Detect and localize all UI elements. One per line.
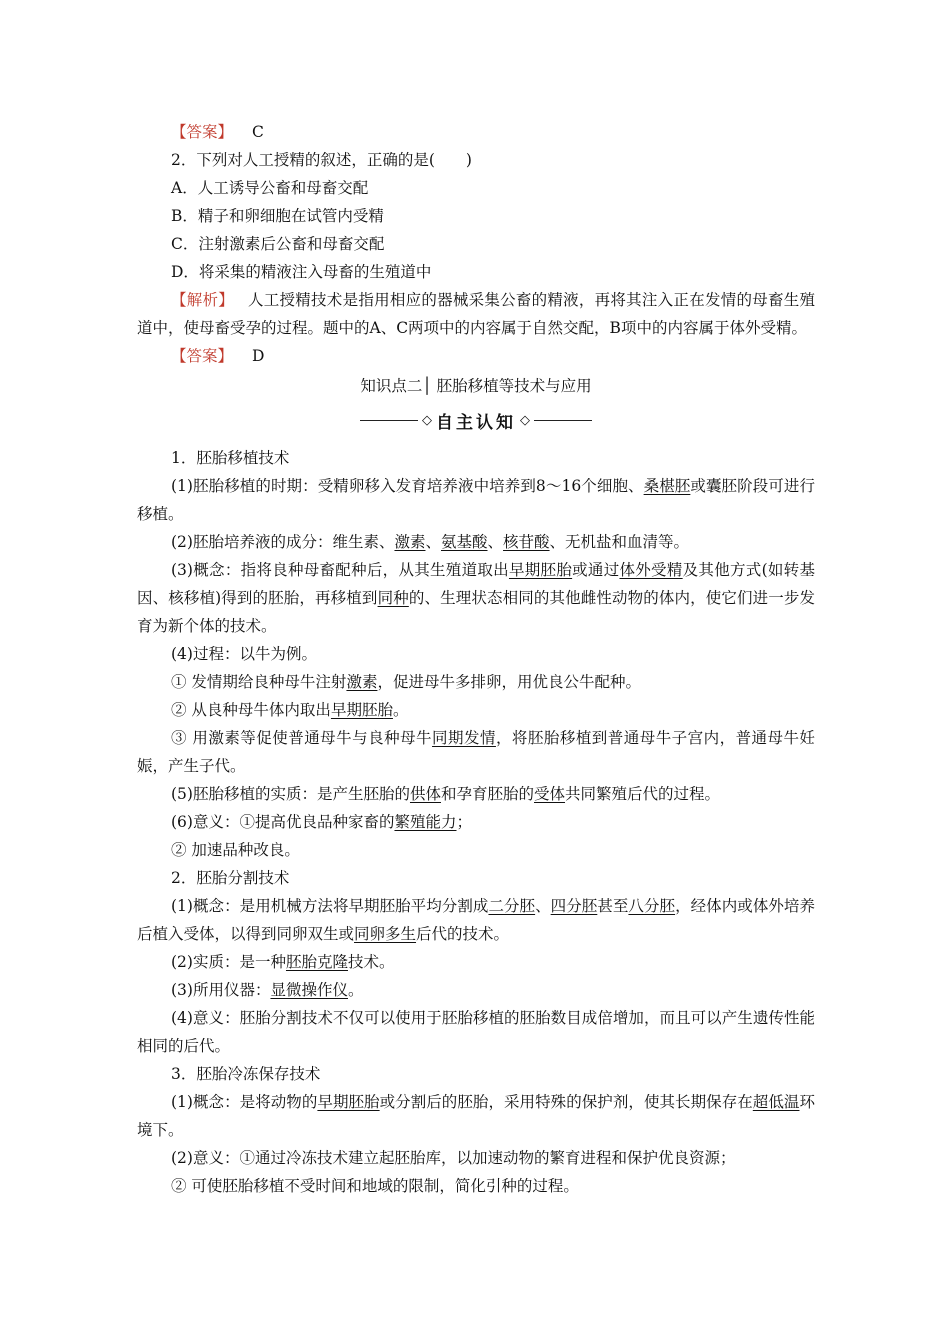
analysis-paragraph [137, 286, 815, 342]
s2-title: 2．胚胎分割技术 [171, 869, 290, 887]
s1-p1 [137, 472, 815, 528]
banner-rule-right [534, 420, 592, 421]
text: ，将胚胎移植到普通母牛子宫内，普通母牛妊娠，产生子代。 [137, 729, 815, 775]
blank-answer: 受体 [534, 785, 566, 803]
banner-title: 自主认知 [436, 412, 516, 433]
s1-p4a [137, 668, 815, 696]
s1-p4b [137, 696, 815, 724]
text: ，经体内或体外培养后植入受体，以得到同卵双生或 [137, 897, 815, 943]
s1-p2 [137, 528, 815, 556]
text: 或通过 [572, 561, 620, 579]
text: 和孕育胚胎的 [440, 785, 534, 803]
s2-p4: (4)意义：胚胎分割技术不仅可以使用于胚胎移植的胚胎数目成倍增加，而且可以产生遗传性能相同的后代。 [137, 1009, 815, 1055]
document-page [137, 118, 815, 1200]
blank-answer: 早期胚胎 [317, 1093, 380, 1111]
s3-p2b: ② 可使胚胎移植不受时间和地域的限制，简化引种的过程。 [171, 1177, 579, 1195]
text: (1)概念：是将动物的 [171, 1093, 318, 1111]
text: ① 发情期给良种母牛注射 [171, 673, 347, 691]
analysis-tag: 【解析】 [171, 291, 235, 309]
blank-answer: 氨基酸 [441, 533, 488, 551]
blank-answer: 桑椹胚 [643, 477, 691, 495]
diamond-icon: ◇ [520, 412, 530, 428]
text: 技术。 [347, 953, 395, 971]
text: ② 从良种母牛体内取出 [171, 701, 331, 719]
s3-p1 [137, 1088, 815, 1144]
text: (3)概念：指将良种母畜配种后，从其生殖道取出 [171, 561, 509, 579]
s2-p2 [137, 948, 815, 976]
text: 甚至 [597, 897, 629, 915]
s1-p5 [137, 780, 815, 808]
s3-title: 3．胚胎冷冻保存技术 [171, 1065, 321, 1083]
blank-answer: 八分胚 [628, 897, 676, 915]
text: 、 [535, 897, 551, 915]
section-title: 知识点二│ 胚胎移植等技术与应用 [360, 377, 592, 395]
blank-answer: 同种 [377, 589, 409, 607]
text: ； [456, 813, 472, 831]
option-a: A．人工诱导公畜和母畜交配 [171, 179, 369, 197]
text: 环境下。 [137, 1093, 815, 1139]
blank-answer: 激素 [394, 533, 426, 551]
s2-p3 [137, 976, 815, 1004]
question-stem: 2．下列对人工授精的叙述，正确的是( ) [171, 151, 472, 169]
blank-answer: 繁殖能力 [394, 813, 457, 831]
blank-answer: 供体 [409, 785, 441, 803]
s1-p4c [137, 724, 815, 780]
s1-p4: (4)过程：以牛为例。 [171, 645, 317, 663]
analysis-text: 人工授精技术是指用相应的器械采集公畜的精液，再将其注入正在发情的母畜生殖道中，使母畜受孕的过程。题中的A、C两项中的内容属于自然交配，B项中的内容属于体外受精。 [137, 291, 815, 337]
blank-answer: 激素 [346, 673, 378, 691]
text: 、无机盐和血清等。 [549, 533, 690, 551]
blank-answer: 同卵多生 [354, 925, 417, 943]
diamond-icon: ◇ [422, 412, 432, 428]
text: 后代的技术。 [416, 925, 510, 943]
answer-tag: 【答案】 [171, 123, 234, 141]
answer-value: C [251, 123, 264, 141]
s1-p3 [137, 556, 815, 640]
q1-answer [137, 118, 815, 146]
q2-answer [137, 342, 815, 370]
text: 。 [392, 701, 409, 719]
text: (1)概念：是用机械方法将早期胚胎平均分割成 [171, 897, 489, 915]
blank-answer: 体外受精 [619, 561, 683, 579]
answer-tag: 【答案】 [171, 347, 234, 365]
blank-answer: 同期发情 [432, 729, 496, 747]
answer-value: D [251, 347, 265, 365]
text: 的、生理状态相同的其他雌性动物的体内，使它们进一步发育为新个体的技术。 [137, 589, 815, 635]
s3-p2: (2)意义：①通过冷冻技术建立起胚胎库，以加速动物的繁育进程和保护优良资源； [171, 1149, 736, 1167]
text: (2)胚胎培养液的成分：维生素、 [171, 533, 395, 551]
blank-answer: 超低温 [752, 1093, 800, 1111]
text: (6)意义：①提高优良品种家畜的 [171, 813, 395, 831]
s1-p6b: ② 加速品种改良。 [171, 841, 300, 859]
text: (5)胚胎移植的实质：是产生胚胎的 [171, 785, 410, 803]
option-d: D．将采集的精液注入母畜的生殖道中 [171, 263, 432, 281]
option-c: C．注射激素后公畜和母畜交配 [171, 235, 385, 253]
option-b: B．精子和卵细胞在试管内受精 [171, 207, 384, 225]
text: 、 [425, 533, 441, 551]
banner-rule-left [360, 420, 418, 421]
text: 或分割后的胚胎，采用特殊的保护剂，使其长期保存在 [379, 1093, 753, 1111]
blank-answer: 四分胚 [550, 897, 598, 915]
s1-title: 1．胚胎移植技术 [171, 449, 290, 467]
text: 、 [487, 533, 504, 551]
text: ③ 用激素等促使普通母牛与良种母牛 [171, 729, 433, 747]
blank-answer: 二分胚 [488, 897, 536, 915]
text: ，促进母牛多排卵，用优良公牛配种。 [377, 673, 641, 691]
text: (3)所用仪器： [171, 981, 271, 999]
blank-answer: 胚胎克隆 [285, 953, 348, 971]
s2-p1 [137, 892, 815, 948]
blank-answer: 早期胚胎 [508, 561, 573, 579]
s1-p6 [137, 808, 815, 836]
blank-answer: 早期胚胎 [330, 701, 393, 719]
blank-answer: 显微操作仪 [270, 981, 348, 999]
text: (2)实质：是一种 [171, 953, 286, 971]
text: 共同繁殖后代的过程。 [565, 785, 721, 803]
text: (1)胚胎移植的时期：受精卵移入发育培养液中培养到8～16个细胞、 [171, 477, 644, 495]
blank-answer: 核苷酸 [503, 533, 550, 551]
text: 及其他方式(如转基因、核移植)得到的胚胎，再移植到 [137, 561, 815, 607]
section-banner [137, 402, 815, 438]
text: 或囊胚阶段可进行移植。 [137, 477, 815, 523]
text: 。 [347, 981, 364, 999]
